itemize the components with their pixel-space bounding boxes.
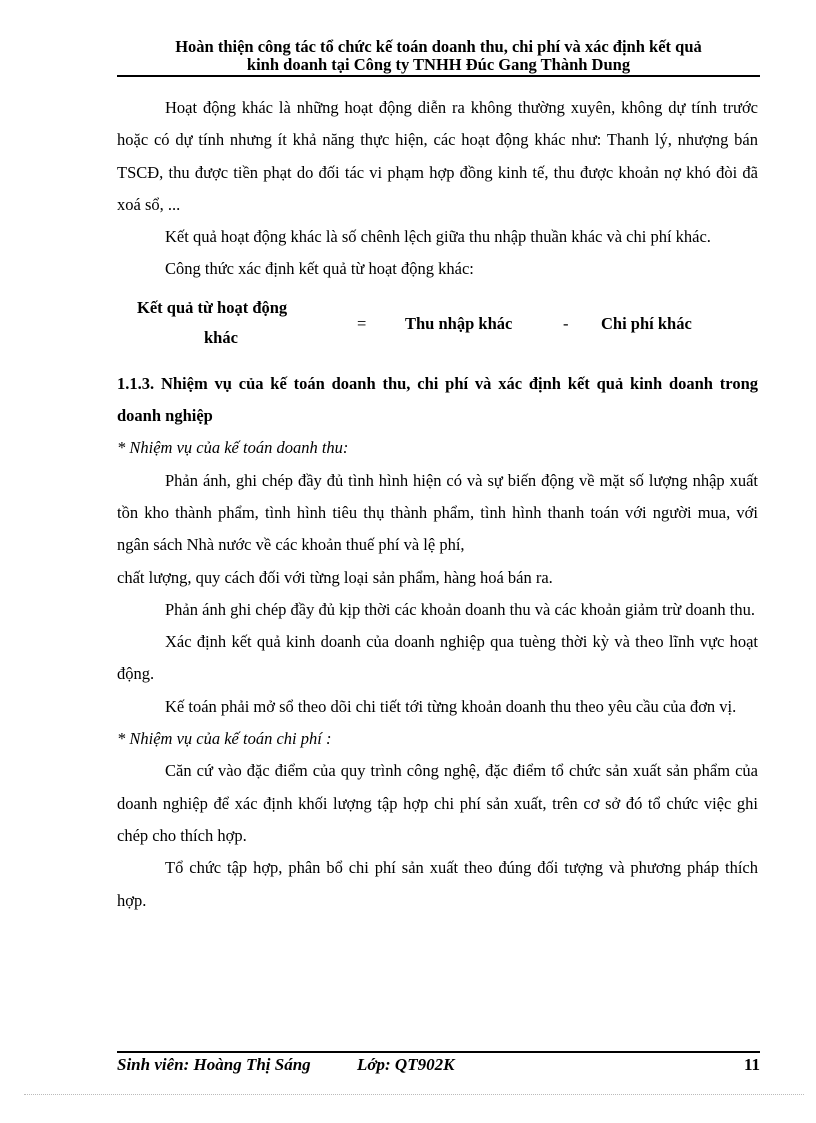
footer-divider <box>117 1051 760 1053</box>
paragraph: Công thức xác định kết quả từ hoạt động khác: <box>165 259 474 279</box>
paragraph: Kết quả hoạt động khác là số chênh lệch giữa thu nhập thuần khác và chi phí khác. <box>165 227 711 247</box>
paragraph: Hoạt động khác là những hoạt động diễn ra không thường xuyên, không dự tính trước hoặc có dự tính nhưng ít khả năng thực hiện, các hoạt động khác như: Thanh lý, nhượng bán TSCĐ, thu được tiền phạt do đối tác vi phạm hợp đồng kinh tế, thu được khoản nợ khó đòi đã xoá sổ, ... <box>117 98 758 214</box>
page-header <box>117 38 760 77</box>
document-body <box>117 92 758 917</box>
formula-equals: = <box>357 313 367 333</box>
paragraph: Kế toán phải mở sổ theo dõi chi tiết tới từng khoản doanh thu theo yêu cầu của đơn vị. <box>165 696 737 716</box>
formula <box>117 288 758 354</box>
footer-class: Lớp: QT902K <box>357 1055 455 1074</box>
subheading-revenue-tasks: * Nhiệm vụ của kế toán doanh thu: <box>117 438 349 458</box>
formula-lhs-line2: khác <box>204 327 238 347</box>
paragraph: Phản ánh, ghi chép đầy đủ tình hình hiện có và sự biến động về mặt số lượng nhập xuất tồn kho thành phẩm, tình hình tiêu thụ thành phẩm, tình hình thanh toán với người mua, với ngân sách Nhà nước về các khoản thuế phí và lệ phí, <box>117 470 758 555</box>
page-boundary-divider <box>24 1094 804 1095</box>
header-title-line2: kinh doanh tại Công ty TNHH Đúc Gang Thành Dung <box>246 55 631 74</box>
section-heading: 1.1.3. Nhiệm vụ của kế toán doanh thu, chi phí và xác định kết quả kinh doanh trong doanh nghiệp <box>117 373 758 426</box>
page-number: 11 <box>743 1055 760 1074</box>
paragraph: Xác định kết quả kinh doanh của doanh nghiệp qua tuèng thời kỳ và theo lĩnh vực hoạt động. <box>117 632 758 684</box>
subheading-cost-tasks: * Nhiệm vụ của kế toán chi phí : <box>117 729 332 749</box>
formula-term-income: Thu nhập khác <box>405 313 513 333</box>
formula-term-expense: Chi phí khác <box>601 313 692 333</box>
header-title-line1: Hoàn thiện công tác tổ chức kế toán doanh thu, chi phí và xác định kết quả <box>175 37 702 56</box>
paragraph: Phản ánh ghi chép đầy đủ kịp thời các khoản doanh thu và các khoản giảm trừ doanh thu. <box>165 599 755 619</box>
paragraph: chất lượng, quy cách đối với từng loại sản phẩm, hàng hoá bán ra. <box>117 567 553 587</box>
formula-lhs-line1: Kết quả từ hoạt động <box>137 297 288 317</box>
footer-student: Sinh viên: Hoàng Thị Sáng <box>117 1055 311 1074</box>
formula-minus: - <box>563 313 569 333</box>
paragraph: Căn cứ vào đặc điểm của quy trình công nghệ, đặc điểm tổ chức sản xuất sản phẩm của doanh nghiệp để xác định khối lượng tập hợp chi phí sản xuất, trên cơ sở đó tổ chức việc ghi chép cho thích hợp. <box>117 761 758 845</box>
paragraph: Tổ chức tập hợp, phân bổ chi phí sản xuất theo đúng đối tượng và phương pháp thích hợp. <box>117 858 758 910</box>
